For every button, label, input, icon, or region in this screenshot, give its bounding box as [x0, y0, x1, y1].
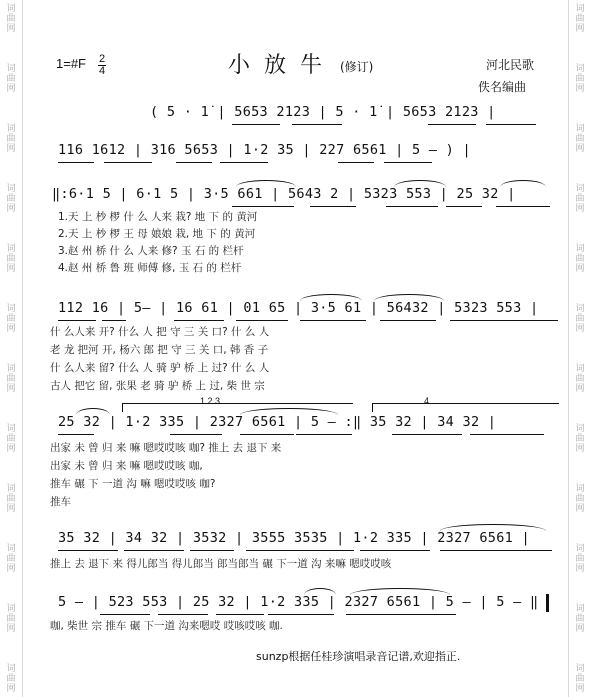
watermark-text: 词 曲 网: [575, 484, 585, 514]
score-line-5: 25 32 | 1·2 335 | 2327 6561 | 5 – :‖ 35 32 | 34 32 |: [58, 414, 497, 430]
watermark-text: 词 曲 网: [6, 544, 16, 574]
lyric-verse-1: 1.天 上 杪 椤 什 么 人来 栽? 地 下 的 黄河: [58, 211, 258, 223]
song-origin: 河北民歌: [486, 58, 535, 72]
beam: [232, 124, 280, 125]
slur: [240, 408, 338, 415]
beam: [450, 320, 558, 321]
beam: [170, 434, 222, 435]
meter-bottom: 4: [99, 65, 106, 77]
slur: [500, 180, 546, 187]
beam: [240, 434, 294, 435]
final-barline: [546, 594, 549, 612]
watermark-text: 词 曲 网: [575, 4, 585, 34]
watermark-text: 词 曲 网: [575, 244, 585, 274]
beam: [220, 162, 268, 163]
lyric-verse-3: 3.赵 州 桥 什 么 人来 修? 玉 石 的 栏杆: [58, 245, 244, 257]
slur: [304, 588, 336, 595]
volta-bracket-2: [372, 403, 559, 412]
slur: [350, 588, 450, 595]
volta-label-2: 4: [424, 396, 430, 406]
watermark-text: 词 曲 网: [575, 64, 585, 94]
lyric-line-7: 什 么人来 留? 什么 人 骑 驴 桥 上 过? 什 么 人: [50, 362, 270, 374]
meter-top: 2: [99, 53, 106, 65]
slur: [236, 180, 296, 187]
lyric-line-8: 古人 把它 留, 张果 老 骑 驴 桥 上 过, 柴 世 宗: [50, 380, 265, 392]
watermark-text: 词 曲 网: [6, 4, 16, 34]
beam: [216, 614, 264, 615]
beam: [58, 320, 96, 321]
lyric-line-11: 推车 碾 下 一道 沟 嘛 嗯哎哎咳 咖?: [50, 478, 216, 490]
slur: [300, 294, 362, 301]
lyric-line-6: 老 龙 把河 开, 杨六 郎 把 守 三 关 口, 韩 香 子: [50, 344, 269, 356]
arranger-credit: 佚名编曲: [478, 80, 527, 94]
watermark-text: 词 曲 网: [6, 364, 16, 394]
volta-label-1: 1 2 3: [200, 396, 221, 406]
beam: [58, 550, 118, 551]
beam: [296, 434, 352, 435]
beam: [386, 206, 438, 207]
transcription-note: sunzp根据任桂珍演唱录音记谱,欢迎指正.: [256, 650, 461, 663]
watermark-text: 词 曲 网: [6, 124, 16, 154]
beam: [100, 614, 150, 615]
beam: [236, 320, 288, 321]
beam: [310, 206, 356, 207]
beam: [174, 320, 224, 321]
watermark-text: 词 曲 网: [575, 364, 585, 394]
time-signature: [98, 54, 106, 77]
watermark-text: 词 曲 网: [6, 424, 16, 454]
beam: [486, 124, 536, 125]
beam: [190, 550, 234, 551]
lyric-line-13: 推上 去 退下 来 得儿郎当 得儿郎当 郎当郎当 碾 下一道 沟 来嘛 嗯哎哎咳: [50, 558, 392, 570]
beam: [158, 614, 208, 615]
watermark-text: 词 曲 网: [575, 304, 585, 334]
beam: [104, 162, 152, 163]
score-line-2: 116 1612 | 316 5653 | 1·2 35 | 227 6561 | 5 – ) |: [58, 142, 471, 158]
watermark-text: 词 曲 网: [575, 124, 585, 154]
song-title: 小放牛: [228, 53, 337, 78]
lyric-line-14: 咖, 柴世 宗 推车 碾 下一道 沟来嗯哎 哎咳哎咳 咖.: [50, 620, 283, 632]
watermark-strip-right: [568, 0, 591, 697]
beam: [392, 434, 462, 435]
lyric-line-12: 推车: [50, 496, 71, 508]
watermark-text: 词 曲 网: [6, 244, 16, 274]
beam: [446, 206, 482, 207]
slur: [76, 408, 110, 415]
score-line-4: 112 16 | 5– | 16 61 | 01 65 | 3·5 61 | 56432 | 5323 553 |: [58, 300, 539, 316]
slur: [440, 524, 546, 531]
score-line-3: ‖:6·1 5 | 6·1 5 | 3·5 661 | 5643 2 | 5323 553 | 25 32 |: [52, 186, 516, 202]
slur: [394, 180, 446, 187]
beam: [428, 124, 476, 125]
beam: [232, 206, 294, 207]
watermark-text: 词 曲 网: [575, 604, 585, 634]
lyric-verse-4: 4.赵 州 桥 鲁 班 师傅 修, 玉 石 的 栏杆: [58, 262, 242, 274]
beam: [440, 550, 552, 551]
watermark-text: 词 曲 网: [6, 64, 16, 94]
beam: [58, 162, 94, 163]
watermark-text: 词 曲 网: [575, 424, 585, 454]
beam: [384, 162, 432, 163]
watermark-text: 词 曲 网: [6, 484, 16, 514]
beam: [292, 124, 342, 125]
slur: [374, 294, 444, 301]
beam: [300, 320, 366, 321]
beam: [470, 434, 544, 435]
beam: [124, 550, 184, 551]
watermark-strip-left: [0, 0, 23, 697]
watermark-text: 词 曲 网: [6, 664, 16, 694]
lyric-line-5: 什 么人来 开? 什么 人 把 守 三 关 口? 什 么 人: [50, 326, 270, 338]
watermark-text: 词 曲 网: [575, 184, 585, 214]
beam: [360, 550, 430, 551]
watermark-text: 词 曲 网: [6, 304, 16, 334]
beam: [496, 206, 550, 207]
beam: [346, 614, 456, 615]
beam: [268, 614, 334, 615]
watermark-text: 词 曲 网: [6, 184, 16, 214]
lyric-verse-2: 2.天 上 杪 椤 王 母 娘娘 栽, 地 下 的 黄河: [58, 228, 256, 240]
lyric-line-9: 出家 未 曾 归 来 嘛 嗯哎哎咳 咖? 推上 去 退下 来: [50, 442, 282, 454]
beam: [58, 434, 94, 435]
key-signature: 1=#F: [56, 56, 86, 71]
watermark-text: 词 曲 网: [6, 604, 16, 634]
score-line-6: 35 32 | 34 32 | 3532 | 3555 3535 | 1·2 335 | 2327 6561 |: [58, 530, 530, 546]
beam: [338, 162, 374, 163]
beam: [102, 320, 126, 321]
beam: [380, 320, 436, 321]
score-line-1: ( 5 · 1̇ | 5653 2123 | 5 · 1̇ | 5653 2123 |: [150, 104, 496, 120]
beam: [176, 162, 212, 163]
score-line-7: 5 – | 523 553 | 25 32 | 1·2 335 | 2327 6561 | 5 – | 5 – ‖: [58, 594, 539, 610]
beam: [246, 550, 354, 551]
watermark-text: 词 曲 网: [575, 544, 585, 574]
revision-note: (修订): [340, 60, 374, 74]
lyric-line-10: 出家 未 曾 归 来 嘛 嗯哎哎咳 咖,: [50, 460, 203, 472]
watermark-text: 词 曲 网: [575, 664, 585, 694]
